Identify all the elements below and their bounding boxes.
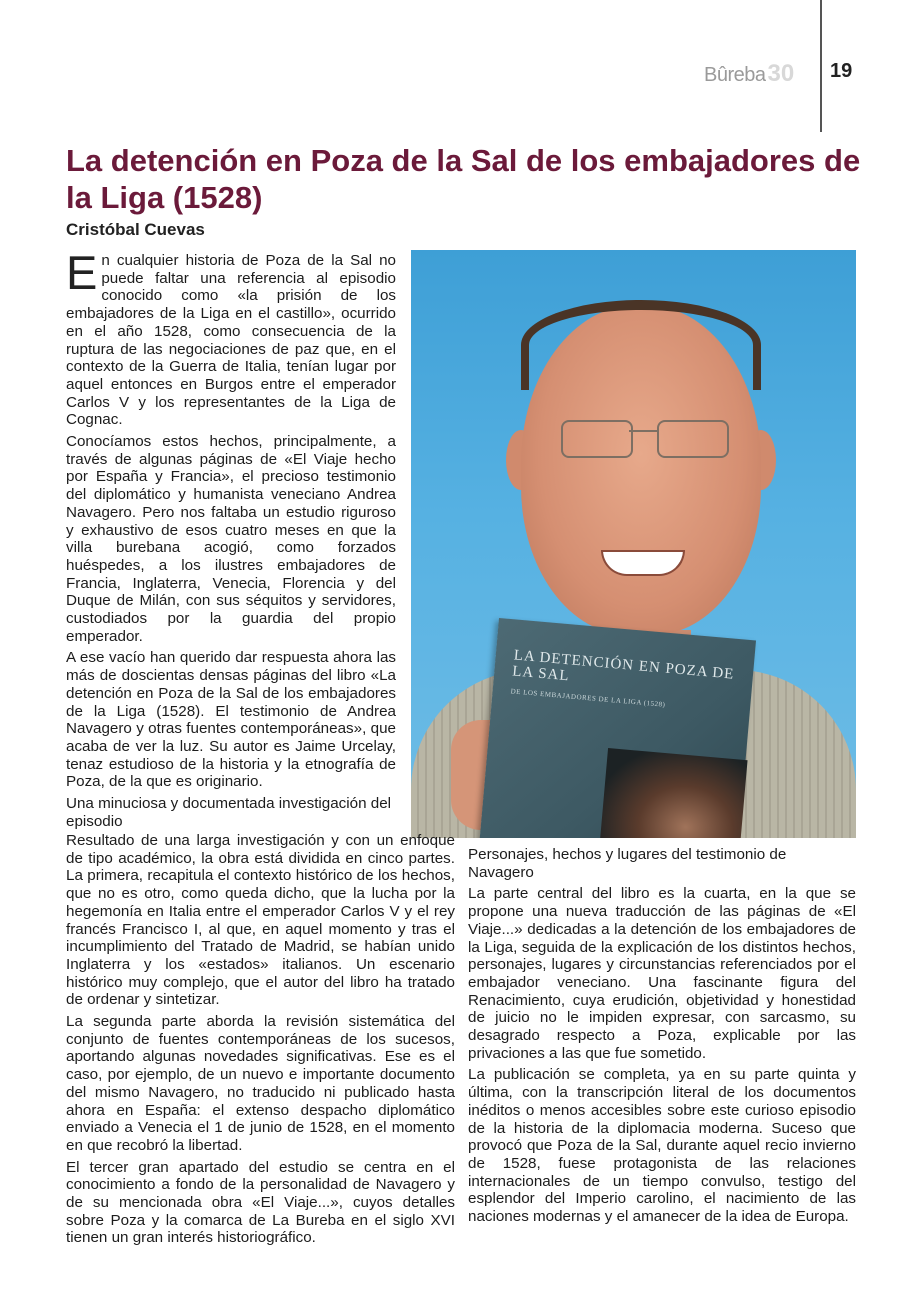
paragraph: La segunda parte aborda la revisión sistemática del conjunto de fuentes contemporáneas de los sucesos, aportando algunas novedades significativas. Ese es el caso, por ejemplo, de un nuevo e importante documento del mismo Navagero, no traducido ni publicado hasta ahora en España: el extenso despacho diplomático enviado a Venecia el 1 de junio de 1528, en el momento en que recobró la libertad.: [66, 1013, 455, 1154]
article-title: La detención en Poza de la Sal de los embajadores de la Liga (1528): [66, 143, 861, 215]
column-right-bottom: [468, 846, 856, 1230]
magazine-name: Bûreba: [704, 64, 766, 86]
page-number: 19: [830, 60, 853, 82]
section-subheading: Una minuciosa y documentada investigación del episodio: [66, 795, 392, 830]
book-cover: [479, 618, 756, 838]
drop-cap: E: [66, 246, 98, 299]
book-cover-title: LA DETENCIÓN EN POZA DE LA SAL: [511, 647, 735, 685]
author-photo-with-book: [411, 250, 856, 838]
book-cover-subtitle: DE LOS EMBAJADORES DE LA LIGA (1528): [510, 687, 666, 709]
paragraph: El tercer gran apartado del estudio se centra en el conocimiento a fondo de la personalidad de Navagero y de su mencionada obra «El Viaje...», cuyos detalles sobre Poza y la comarca de La Bureba en el siglo XVI tienen un gran interés historiográfico.: [66, 1158, 455, 1247]
header-divider: [820, 0, 822, 132]
magazine-anniversary-number: 30: [767, 60, 795, 87]
smile: [601, 550, 685, 576]
section-subheading: Personajes, hechos y lugares del testimonio de Navagero: [468, 846, 787, 881]
book-cover-portrait: [598, 748, 748, 838]
paragraph: Conocíamos estos hechos, principalmente, a través de algunas páginas de «El Viaje hecho por España y Francia», el precioso testimonio del diplomático y humanista veneciano Andrea Navagero. Pero nos faltaba un estudio riguroso y exhaustivo de esos cuatro meses en que la villa burebana acogió, como forzados huéspedes, a los ilustres embajadores de Francia, Inglaterra, Venecia, Florencia y del Duque de Milán, con sus séquitos y servidores, custodiados por la guardia del propio emperador.: [66, 433, 396, 645]
paragraph: La publicación se completa, ya en su parte quinta y última, con la transcripción literal de los documentos inéditos o menos accesibles sobre este curioso episodio de la historia de la diplomacia moderna. Suceso que provocó que Poza de la Sal, durante aquel recio invierno de 1528, fuese protagonista de las relaciones internacionales de un tiempo convulso, testigo del esplendor del Imperio carolino, el nacimiento de las naciones modernas y el amanecer de la idea de Europa.: [468, 1066, 856, 1226]
article-author: Cristóbal Cuevas: [66, 220, 205, 239]
paragraph-intro-text: n cualquier historia de Poza de la Sal no puede faltar una referencia al episodio conocido como «la prisión de los embajadores de la Liga en el castillo», ocurrido en el año 1528, como consecuencia de la ruptura de las negociaciones de paz que, en el contexto de la Guerra de Italia, tenían lugar por aquel entonces en Burgos entre el emperador Carlos V y los representantes de la Liga de Cognac.: [66, 252, 396, 429]
column-left-top: [66, 246, 396, 835]
glasses-bridge: [629, 430, 657, 432]
hair: [521, 300, 761, 390]
lens: [561, 420, 633, 458]
magazine-logo: [704, 60, 794, 88]
paragraph: Resultado de una larga investigación y con un enfoque de tipo académico, la obra está dividida en cinco partes. La primera, recapitula el contexto histórico de los hechos, que no es otro, como queda dicho, que la lucha por la hegemonía en Italia entre el emperador Carlos V y el rey francés Francisco I, al que, en aquel momento y tras el incumplimiento del Tratado de Madrid, se habían unido Inglaterra y los «estados» italianos. Un escenario histórico muy complejo, que el autor del libro ha tratado de ordenar y sintetizar.: [66, 832, 455, 1009]
lens: [657, 420, 729, 458]
paragraph: La parte central del libro es la cuarta, en la que se propone una nueva traducción de las páginas de «El Viaje...» dedicadas a la detención de los embajadores de la Liga, seguida de la explicación de los distintos hechos, personajes, lugares y circunstancias referenciados por el embajador veneciano. Una fascinante figura del Renacimiento, cuya erudición, objetividad y honestidad de juicio no le impiden expresar, con sarcasmo, su desagrado respecto a Poza, explicable por las privaciones a las que fue sometido.: [468, 885, 856, 1062]
paragraph-intro: [66, 246, 396, 429]
paragraph: A ese vacío han querido dar respuesta ahora las más de doscientas densas páginas del libro «La detención en Poza de la Sal de los embajadores de la Liga (1528). El testimonio de Andrea Navagero y otras fuentes contemporáneas», que acaba de ver la luz. Su autor es Jaime Urcelay, tenaz estudioso de la historia y la etnografía de Poza, de la que es originario.: [66, 649, 396, 791]
column-left-bottom: [66, 832, 455, 1251]
glasses-icon: [561, 420, 731, 458]
